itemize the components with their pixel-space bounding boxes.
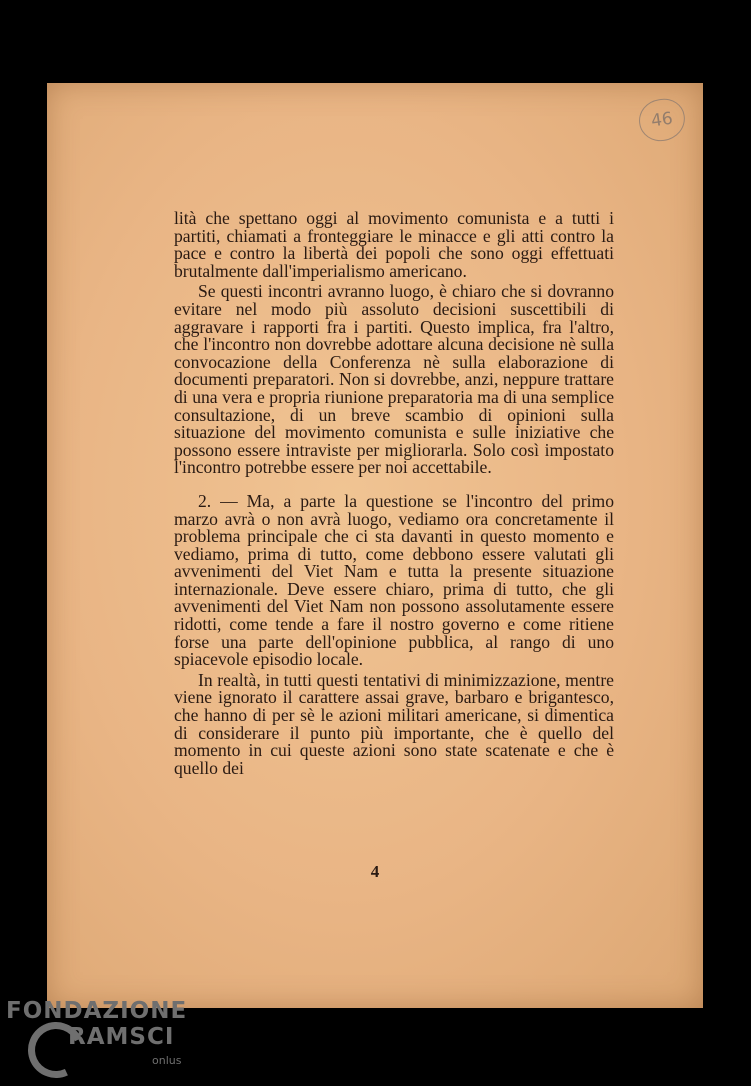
document-page — [47, 83, 703, 1008]
folio-number: 46 — [636, 96, 687, 144]
paragraph: In realtà, in tutti questi tentativi di minimizzazione, mentre viene ignorato il carattere assai grave, barbaro e brigantesco, che hanno di per sè le azioni militari americane, si dimentica di considerare il punto più importante, che è quello del momento in cui queste azioni sono state scatenate e che è quello dei — [174, 669, 614, 778]
watermark-line1: FONDAZIONE — [6, 998, 188, 1024]
watermark-logo — [6, 996, 196, 1076]
watermark-line3: onlus — [152, 1054, 182, 1067]
page-number: 4 — [370, 862, 380, 881]
body-text — [174, 210, 614, 777]
paragraph: Se questi incontri avranno luogo, è chiaro che si dovranno evitare nel modo più assoluto decisioni suscettibili di aggravare i rapporti fra i partiti. Questo implica, fra l'altro, che l'incontro non dovrebbe adottare alcuna decisione nè sulla convocazione della Conferenza nè sulla elaborazione di documenti preparatori. Non si dovrebbe, anzi, neppure trattare di una vera e propria riunione preparatoria ma di una semplice consultazione, di un breve scambio di opinioni sulla situazione del movimento comunista e sulle iniziative che possono essere intraviste per migliorarla. Solo così impostato l'incontro potrebbe essere per noi accettabile. — [174, 281, 614, 478]
paragraph: 2. — Ma, a parte la questione se l'incontro del primo marzo avrà o non avrà luogo, vediamo ora concretamente il problema principale che ci sta davanti in questo momento e vediamo, prima di tutto, come debbono essere valutati gli avvenimenti del Viet Nam e tutta la presente situazione internazionale. Deve essere chiaro, prima di tutto, che gli avvenimenti del Viet Nam non possono assolutamente essere ridotti, come tende a fare il nostro governo e come ritiene forse una parte dell'opinione pubblica, al rango di uno spiacevole episodio locale. — [174, 490, 614, 670]
paragraph: lità che spettano oggi al movimento comunista e a tutti i partiti, chiamati a fronteggiare le minacce e gli atti contro la pace e contro la libertà dei popoli che sono oggi effettuati brutalmente dall'imperialismo americano. — [174, 208, 614, 281]
watermark-line2: RAMSCI — [68, 1024, 175, 1050]
